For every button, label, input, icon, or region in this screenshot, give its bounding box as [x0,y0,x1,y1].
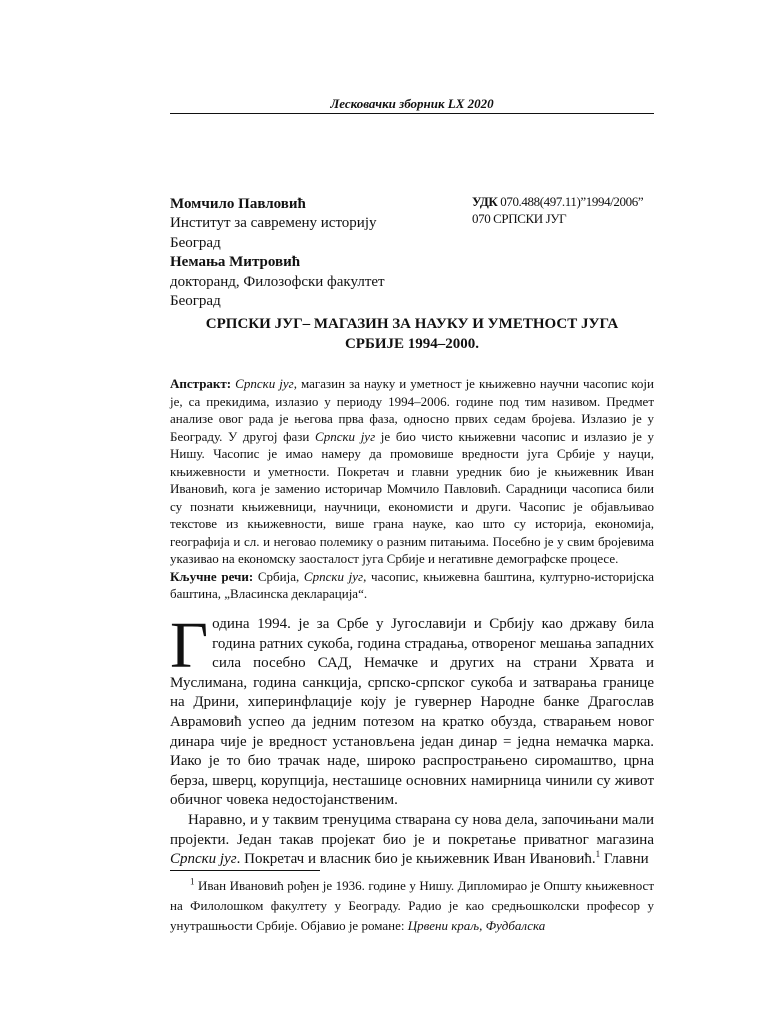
drop-cap: Г [170,609,209,682]
running-header: Лесковачки зборник LX 2020 [330,96,494,111]
footnote [170,876,654,936]
udk-line [472,193,662,210]
footnote-marker: 1 [190,876,195,887]
abstract-text-a: , магазин за науку и уметност је књижевно научни часопис који је, са прекидима, излазио у периоду 1994–2006. године под тим називом. Предмет анализе овог рада је његова прва фаза, односно првих седам бројева. Излазио је у Београду. У другој фази [170,376,654,444]
udk-code: 070.488(497.11)”1994/2006” [497,194,644,209]
keywords-text-a: Србија, [257,568,304,584]
body-paragraph-1-text: одина 1994. је за Србе у Југославији и Србију као државу била година ратних сукоба, година страдања, отвореног мешања западних сила посебно САД, Немачке и других на страни Хрвата и Муслимана, година санкција, српско-српског сукоба и затварања границе на Дрини, хиперинфлације коју је гувернер Народне банке Драгослав Аврамовић успео да једним потезом на кратко обузда, стварањем новог динара чије је вредност установљена један динар = једна немачка марка. Иако је то био трачак наде, широко распрострањено сиромаштво, црна берза, шверц, корупција, несташице основних намирница чинили су живот обичног човека недостојанственим. [170,616,654,809]
author1-city: Београд [170,234,221,251]
footnote-text: Иван Ивановић рођен је 1936. године у Нишу. Дипломирао је Општу књижевност на Филолошком факултету у Београду. Радио је као средњошколски професор у унутрашњости Србије. Објавио је романе: [170,878,654,933]
author-block [170,195,460,311]
footnote-italic-titles: Црвени краљ, Фудбалска [407,918,546,933]
footnote-rule [170,870,320,871]
abstract-paragraph [170,375,654,568]
body-text [170,609,654,870]
author2-city: Београд [170,293,221,310]
abstract-journal-name: Српски југ [235,376,294,391]
title-line1: СРПСКИ ЈУГ– МАГАЗИН ЗА НАУКУ И УМЕТНОСТ ЈУГА [205,316,619,332]
abstract-label: Апстракт: [170,376,236,391]
author2-name: Немања Митровић [170,254,301,271]
body-paragraph-2-text-b: . Покретач и власник био је књижевник Иван Ивановић. [236,851,596,868]
footnote-reference[interactable]: 1 [595,849,601,860]
footnote-paragraph [170,876,654,936]
document-page [170,0,654,1024]
keywords-text-b: , часопис, књижевна баштина, културно-историјска баштина, „Власинска декларација“. [170,568,655,601]
body-paragraph-1 [170,609,654,811]
author1-name: Момчило Павловић [170,196,306,212]
keywords-label: Кључне речи: [170,568,258,584]
keywords-journal-name: Српски југ [303,568,364,584]
keywords-paragraph [170,568,654,603]
article-title [170,314,654,354]
body-paragraph-2-text-c: Главни [600,851,649,868]
title-line2: СРБИЈЕ 1994–2000. [344,336,480,352]
body-paragraph-2 [170,811,654,870]
abstract-block [170,375,654,603]
abstract-journal-name-2: Српски југ [315,428,376,444]
author1-affiliation: Институт за савремену историју [170,215,377,232]
body-journal-name: Српски југ [170,851,237,868]
udk-label: УДК [472,194,498,209]
body-paragraph-2-text-a: Наравно, и у таквим тренуцима стварана су нова дела, започињани мали пројекти. Један такав пројекат био је и покретање приватног магазина [170,811,654,848]
header-rule [170,113,654,114]
udk-code2: 070 СРПСКИ ЈУГ [472,211,567,226]
udk-block [472,193,662,227]
author2-affiliation: докторанд, Филозофски факултет [170,273,385,290]
abstract-text-b: је био чисто књижевни часопис и излазио је у Нишу. Часопис је имао намеру да промовише вредности југа Србије у науци, књижевности и уметности. Покретач и главни уредник био је књижевник Иван Ивановић, кога је заменио историчар Момчило Павловић. Сарадници часописа били су познати књижевници, научници, економисти и други. Часопис је објављивао текстове из књижевности, више грана науке, као што су историја, економија, географија и сл. и неговао полемику о разним питањима. Посебно је у свим бројевима указивао на економску заосталост југа Србије и негативне демографске процесе. [170,428,655,566]
